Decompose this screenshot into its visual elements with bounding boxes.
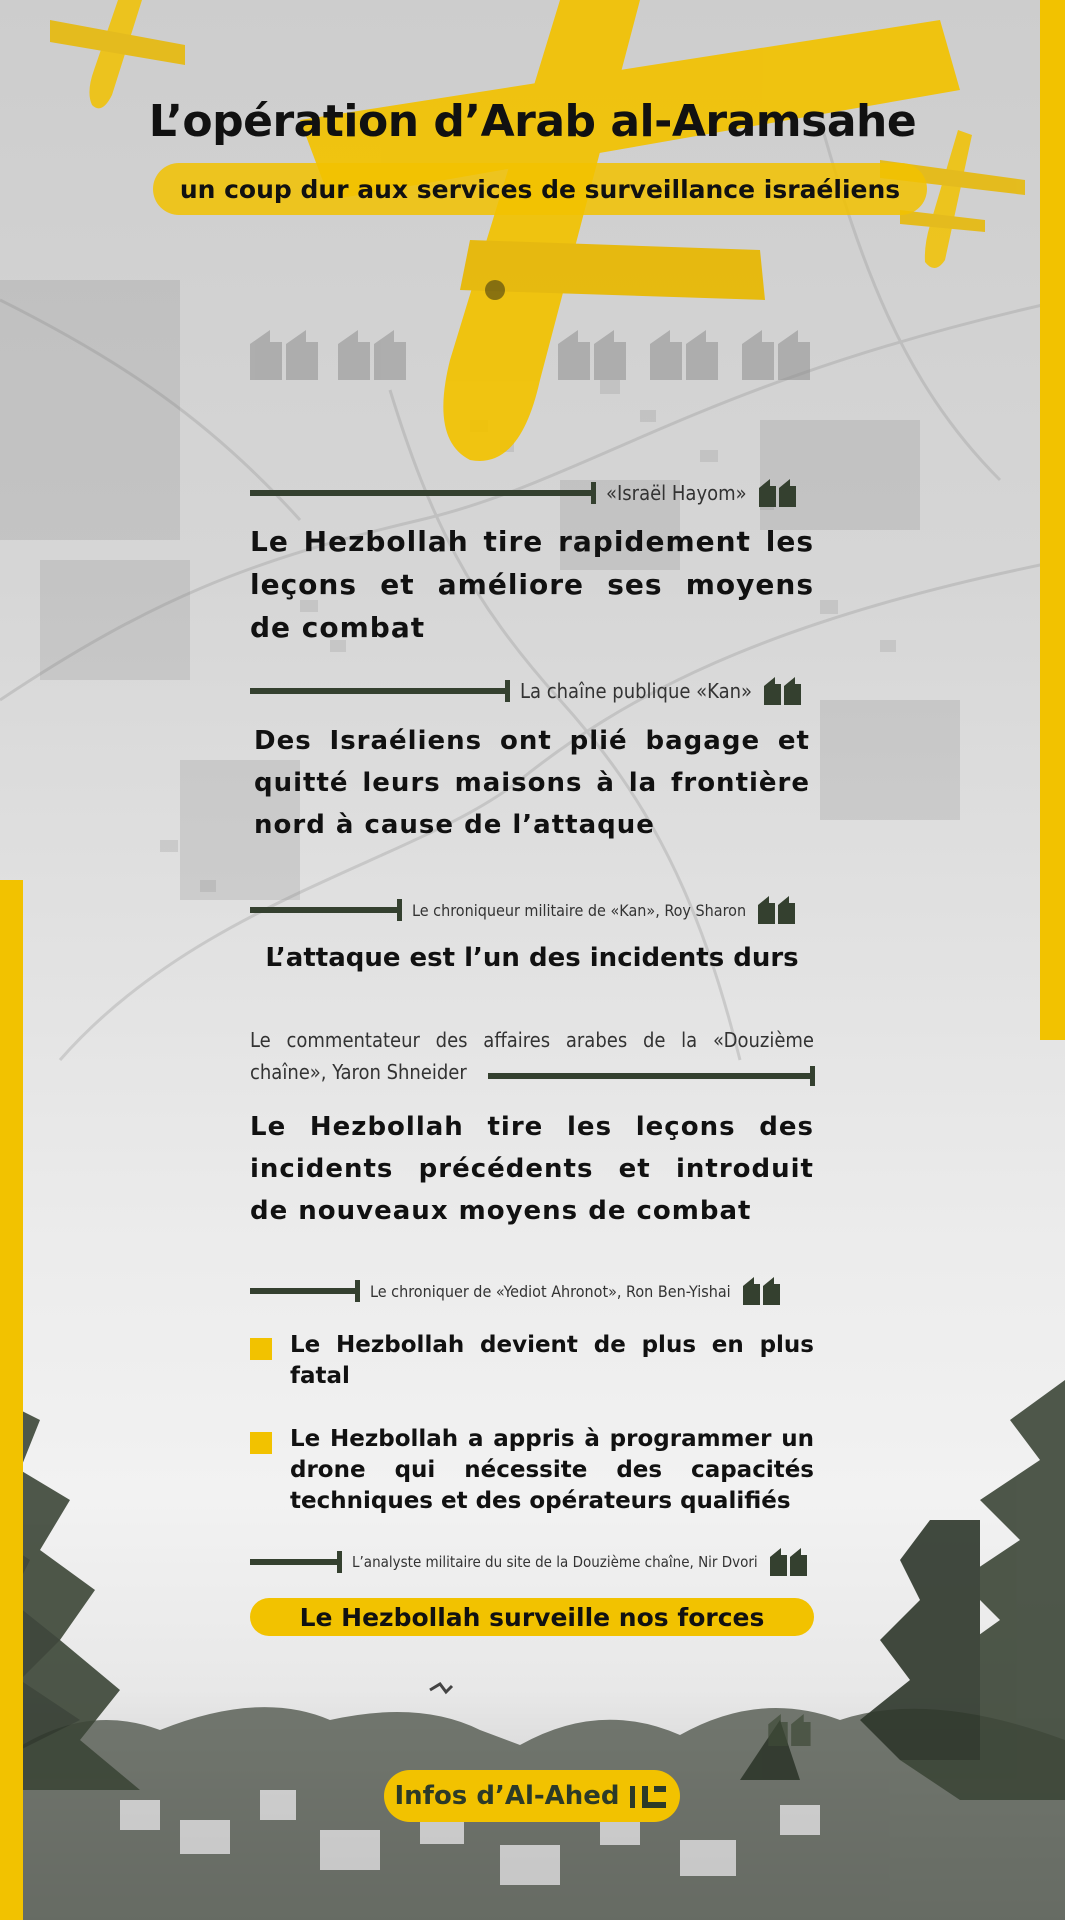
brand-name: Infos d’Al-Ahed — [394, 1781, 620, 1811]
quote-6-banner: Le Hezbollah surveille nos forces — [250, 1598, 814, 1636]
bullet-square-icon — [250, 1432, 272, 1454]
attribution-line — [250, 688, 508, 694]
bullet-square-icon — [250, 1338, 272, 1360]
quote-6-attribution — [250, 1547, 808, 1577]
subtitle-banner: un coup dur aux services de surveillance israéliens — [153, 163, 927, 215]
bullet-item — [250, 1330, 814, 1392]
quote-3-attribution — [250, 895, 796, 925]
attribution-line — [488, 1073, 812, 1079]
bird-icon — [430, 1684, 452, 1692]
large-quote-marks-left-icon — [250, 330, 410, 380]
quote-3-text: L’attaque est l’un des incidents durs — [265, 943, 799, 973]
double-quote-icon — [759, 479, 797, 507]
page-title: L’opération d’Arab al-Aramsahe — [148, 96, 917, 147]
bullet-text: Le Hezbollah a appris à programmer un drone qui nécessite des capacités techniques et des opérateurs qualifiés — [290, 1426, 814, 1514]
quote-source: Le chroniqueur militaire de «Kan», Roy Sharon — [412, 900, 747, 920]
right-accent-bar — [1040, 0, 1065, 1040]
large-quote-marks-right-icon — [558, 330, 816, 380]
double-quote-icon — [764, 677, 802, 705]
footer-brand — [384, 1770, 680, 1822]
quote-5-attribution — [250, 1276, 781, 1306]
quote-source: Le chroniquer de «Yediot Ahronot», Ron Ben-Yishai — [370, 1281, 731, 1301]
double-quote-icon — [758, 896, 796, 924]
double-quote-icon — [770, 1548, 808, 1576]
quote-1-attribution — [250, 478, 797, 508]
quote-4-text: Le Hezbollah tire les leçons des incidents précédents et introduit de nouveaux moyens de combat — [250, 1112, 814, 1226]
double-quote-icon — [743, 1277, 781, 1305]
attribution-line — [250, 1288, 358, 1294]
attribution-line — [250, 907, 400, 913]
bullet-text: Le Hezbollah devient de plus en plus fatal — [290, 1332, 814, 1389]
quote-1-text: Le Hezbollah tire rapidement les leçons et améliore ses moyens de combat — [250, 525, 814, 644]
attribution-line — [250, 490, 594, 496]
drone-large-icon — [300, 0, 960, 461]
drone-small-left-icon — [50, 0, 185, 108]
quote-2-text: Des Israéliens ont plié bagage et quitté leurs maisons à la frontière nord à cause de l’attaque — [254, 726, 810, 840]
attribution-line-end — [810, 1066, 815, 1086]
quote-2-attribution — [250, 676, 802, 706]
bullet-item — [250, 1424, 814, 1517]
quote-source: «Israël Hayom» — [606, 481, 747, 505]
al-ahed-logo-icon — [630, 1782, 670, 1810]
quote-source: L’analyste militaire du site de la Douzième chaîne, Nir Dvori — [352, 1553, 758, 1571]
quote-source: La chaîne publique «Kan» — [520, 679, 753, 703]
left-accent-bar — [0, 880, 23, 1920]
quote-source: Le commentateur des affaires arabes de la «Douzième chaîne», Yaron Shneider — [250, 1028, 814, 1084]
attribution-line — [250, 1559, 340, 1565]
closing-quote-icon — [768, 1714, 812, 1746]
